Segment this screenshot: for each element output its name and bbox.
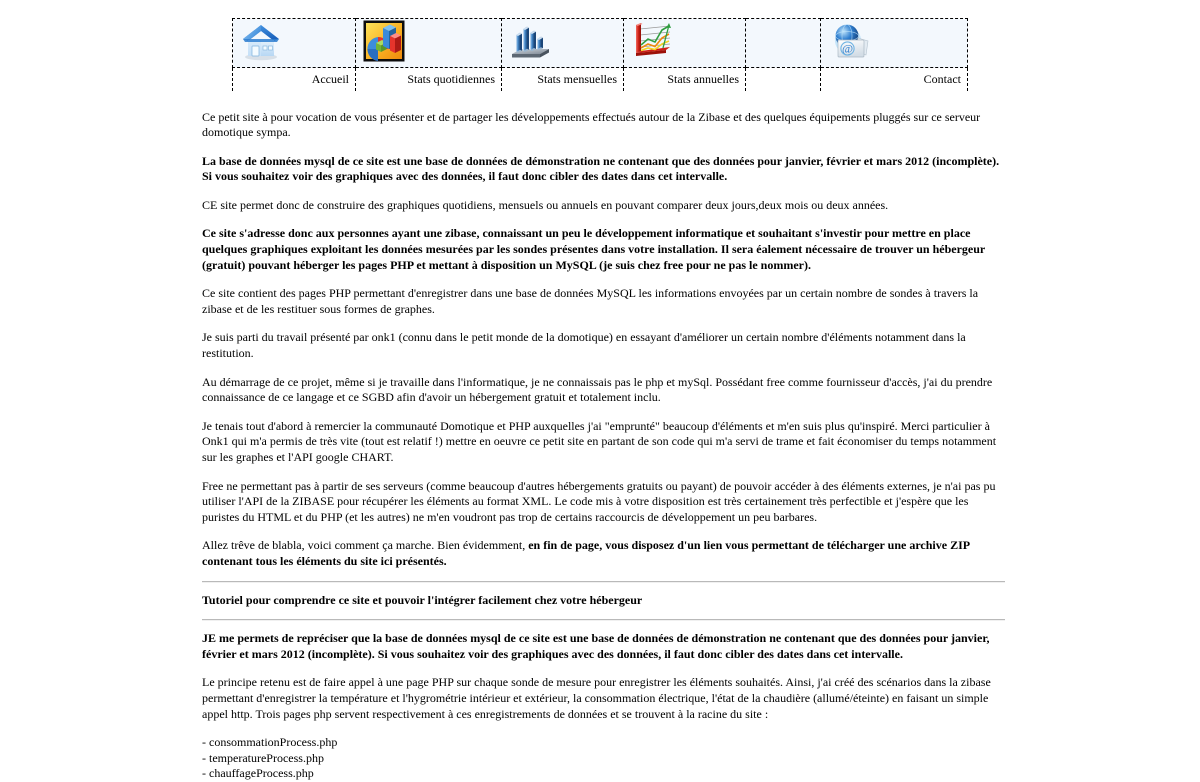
nav-label-cell-stats-annuelles[interactable] <box>624 68 746 91</box>
spacer <box>202 525 1005 538</box>
nav-link-stats-quotidiennes[interactable]: Stats quotidiennes <box>407 71 495 86</box>
paragraph-thanks: Je tenais tout d'abord à remercier la communauté Domotique et PHP auxquelles j'ai "emprunté" beaucoup d'éléments et m'en suis plus qu'inspiré. Merci particulier à Onk1 qui m'a permis de très vite (tout est relatif !) mettre en oeuvre ce petit site en partant de son code qui m'a servi de trame et fait économiser du temps notamment sur les graphes et l'API google CHART. <box>202 418 997 464</box>
navigation-label-row <box>233 68 968 91</box>
file-item-consommation: - consommationProcess.php <box>202 735 338 750</box>
spacer <box>202 722 1005 735</box>
paragraph-free-limits: Free ne permettant pas à partir de ses serveurs (comme beaucoup d'autres hébergements gratuits ou payant) de pouvoir accéder à des éléments externes, je n'ai pas pu utiliser l'API de la ZIBASE pour récupérer les éléments au format XML. Le code mis à votre disposition est très certainement très perfectible et j'espère que les puristes du HTML et du PHP (et les autres) ne m'en voudront pas trop de certains raccourcis de développement un peu barbares. <box>202 478 996 524</box>
divider-bottom <box>202 619 1005 621</box>
nav-link-contact[interactable]: Contact <box>923 71 961 86</box>
spacer <box>202 317 1005 330</box>
nav-label-cell-spacer <box>746 68 821 91</box>
divider-top <box>202 581 1005 583</box>
paragraph-principle: Le principe retenu est de faire appel à une page PHP sur chaque sonde de mesure pour enregistrer les éléments souhaités. Ainsi, j'ai créé des scénarios dans la zibase permettant d'enregistrer la température et l'hygrométrie intérieur et extérieur, la consommation électrique, l'état de la chaudière (allumé/éteinte) en faisant un simple appel http. Trois pages php servent respectivement à ces enregistrements de données et se trouvent à la racine du site : <box>202 675 991 721</box>
paragraph-zip-note <box>202 538 1005 569</box>
nav-link-stats-annuelles[interactable]: Stats annuelles <box>667 71 739 86</box>
line-chart-3d-icon[interactable] <box>630 19 674 63</box>
navigation-icon-row <box>233 19 968 68</box>
page-content <box>0 91 1200 782</box>
nav-cell-spacer <box>746 19 821 68</box>
charts-3d-icon[interactable] <box>362 19 406 63</box>
nav-cell-stats-mensuelles[interactable] <box>502 19 624 68</box>
spacer <box>202 141 1005 154</box>
paragraph-site-purpose: CE site permet donc de construire des graphiques quotidiens, mensuels ou annuels en pouvant comparer deux jours,deux mois ou deux années. <box>202 197 889 212</box>
navigation-table <box>232 18 968 91</box>
nav-cell-accueil[interactable] <box>233 19 356 68</box>
zip-note-bold: en fin de page, vous disposez d'un lien vous permettant de télécharger une archive ZIP contenant tous les éléments du site ici présentés. <box>202 538 970 568</box>
file-item-temperature: - temperatureProcess.php <box>202 750 324 765</box>
nav-cell-stats-annuelles[interactable] <box>624 19 746 68</box>
site-navigation <box>0 0 1200 91</box>
spacer <box>202 662 1005 675</box>
paragraph-project-start: Au démarrage de ce projet, même si je travaille dans l'informatique, je ne connaissais pas le php et mySql. Possédant free comme fournisseur d'accès, j'ai du prendre connaissance de ce langage et ce SGBD afin d'avoir un hébergement gratuit et totalement inclu. <box>202 374 993 405</box>
house-icon[interactable] <box>239 19 283 63</box>
nav-link-accueil[interactable]: Accueil <box>311 71 349 86</box>
spacer <box>202 466 1005 479</box>
paragraph-database-warning: La base de données mysql de ce site est une base de données de démonstration ne contenant que des données pour janvier, février et mars 2012 (incomplète). Si vous souhaitez voir des graphiques avec des données, il faut donc cibler des dates dans cet intervalle. <box>202 153 1000 184</box>
nav-link-stats-mensuelles[interactable]: Stats mensuelles <box>537 71 617 86</box>
nav-label-cell-stats-quotidiennes[interactable] <box>356 68 502 91</box>
nav-cell-stats-quotidiennes[interactable] <box>356 19 502 68</box>
svg-text:@: @ <box>841 41 854 56</box>
paragraph-audience: Ce site s'adresse donc aux personnes ayant une zibase, connaissant un peu le développement informatique et souhaitant s'investir pour mettre en place quelques graphiques exploitant les données mesurées par les sondes présentes dans votre installation. Il sera éalement nécessaire de trouver un hébergeur (gratuit) pouvant héberger les pages PHP et mettant à disposition un MySQL (je suis chez free pour ne pas le nommer). <box>202 226 985 272</box>
paragraph-intro: Ce petit site à pour vocation de vous présenter et de partager les développements effectués autour de la Zibase et des quelques équipements pluggés sur ce serveur domotique sympa. <box>202 109 981 140</box>
bar-chart-3d-icon[interactable] <box>508 19 552 63</box>
tutorial-heading: Tutoriel pour comprendre ce site et pouvoir l'intégrer facilement chez votre hébergeur <box>202 592 643 607</box>
spacer <box>202 362 1005 375</box>
paragraph-onk1-credit: Je suis parti du travail présenté par onk1 (connu dans le petit monde de la domotique) en essayant d'améliorer un certain nombre d'éléments notamment dans la restitution. <box>202 330 966 361</box>
zip-note-lead: Allez trêve de blabla, voici comment ça marche. Bien évidemment, <box>202 538 529 553</box>
spacer <box>202 185 1005 198</box>
spacer <box>202 273 1005 286</box>
file-item-chauffage: - chauffageProcess.php <box>202 766 314 781</box>
nav-label-cell-stats-mensuelles[interactable] <box>502 68 624 91</box>
nav-label-cell-contact[interactable] <box>821 68 968 91</box>
nav-cell-contact[interactable] <box>821 19 968 68</box>
spacer <box>202 406 1005 419</box>
paragraph-reprecision: JE me permets de repréciser que la base de données mysql de ce site est une base de données de démonstration ne contenant que des données pour janvier, février et mars 2012 (incomplète). Si vous souhaitez voir des graphiques avec des données, il faut donc cibler des dates dans cet intervalle. <box>202 631 990 661</box>
paragraph-php-pages: Ce site contient des pages PHP permettant d'enregistrer dans une base de données MySQL les informations envoyées par un certain nombre de sondes à travers la zibase et de les restituer sous formes de graphes. <box>202 286 979 316</box>
spacer <box>202 91 1005 110</box>
spacer <box>202 213 1005 226</box>
email-globe-icon[interactable] <box>827 19 871 63</box>
nav-label-cell-accueil[interactable] <box>233 68 356 91</box>
